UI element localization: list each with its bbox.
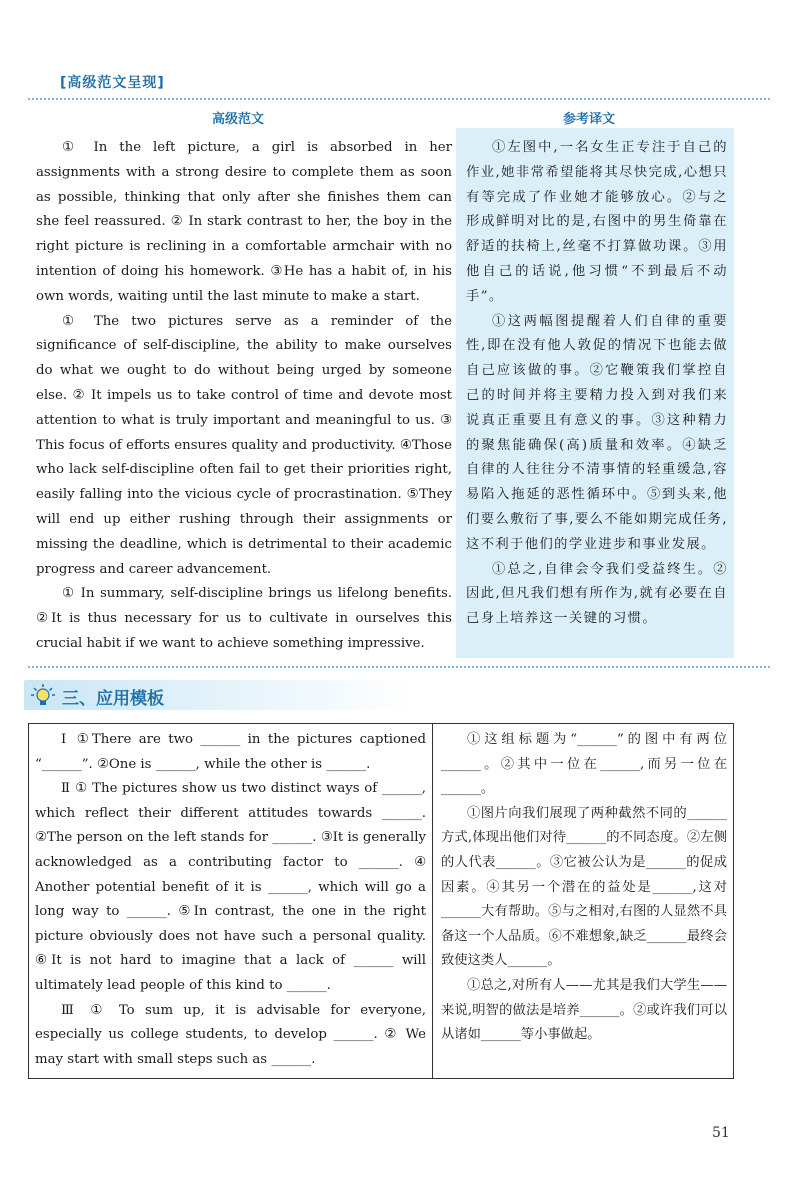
model-essay (36, 136, 452, 657)
translation-heading: 参考译文 (563, 112, 616, 127)
lightbulb-icon (30, 683, 56, 707)
essay-heading: 高级范文 (212, 112, 265, 127)
divider-top (28, 98, 770, 100)
translation-paragraph-2: ①这两幅图提醒着人们自律的重要性,即在没有他人敦促的情况下也能去做自己应该做的事。②它鞭策我们掌控自己的时间并将主要精力投入到对我们来说真正重要且有意义的事。③这种精力的聚焦能确保(高)质量和效率。④缺乏自律的人往往分不清事情的轻重缓急,容易陷入拖延的恶性循环中。⑤到头来,他们要么敷衍了事,要么不能如期完成任务,这不利于他们的学业进步和事业发展。 (466, 313, 728, 552)
template-zh-part-1: ①这组标题为“______”的图中有两位______。②其中一位在______,而另一位在______。 (441, 732, 727, 797)
section-3-title: 三、应用模板 (62, 689, 164, 709)
divider-bottom (28, 666, 770, 668)
template-en-part-1: Ⅰ ①There are two ______ in the pictures captioned “______”. ②One is ______, while the other is ______. (35, 732, 426, 772)
essay-paragraph-3: ① In summary, self-discipline brings us lifelong benefits. ②It is thus necessary for us to cultivate in ourselves this crucial habit if we want to achieve something impressive. (36, 586, 452, 651)
template-en-part-3: Ⅲ ① To sum up, it is advisable for everyone, especially us college students, to develop ______. ② We may start with small steps such as ______. (35, 1002, 426, 1067)
page-number: 51 (712, 1125, 730, 1141)
translation (466, 136, 728, 632)
section-tag: [高级范文呈现] (60, 75, 165, 91)
template-zh-part-2: ①图片向我们展现了两种截然不同的______方式,体现出他们对待______的不同态度。②左侧的人代表______。③它被公认为是______的促成因素。④其另一个潜在的益处是______,这对______大有帮助。⑤与之相对,右图的人显然不具备这一个人品质。⑥不难想象,缺乏______最终会致使这类人______。 (441, 805, 727, 969)
essay-paragraph-2: ① The two pictures serve as a reminder of the significance of self-discipline, the ability to make ourselves do what we ought to do without being urged by someone else. ② It impels us to take control of time and devote most attention to what is truly important and meaningful to us. ③ This focus of efforts ensures quality and productivity. ④Those who lack self-discipline often fail to get their priorities right, easily falling into the vicious cycle of procrastination. ⑤They will end up either rushing through their assignments or missing the deadline, which is detrimental to their academic progress and career advancement. (36, 313, 452, 577)
translation-paragraph-1: ①左图中,一名女生正专注于自己的作业,她非常希望能将其尽快完成,心想只有等完成了作业她才能够放心。②与之形成鲜明对比的是,右图中的男生倚靠在舒适的扶椅上,丝毫不打算做功课。③用他自己的话说,他习惯“不到最后不动手”。 (466, 140, 728, 304)
template-zh-part-3: ①总之,对所有人——尤其是我们大学生——来说,明智的做法是培养______。②或许我们可以从诸如______等小事做起。 (441, 977, 727, 1043)
translation-paragraph-3: ①总之,自律会令我们受益终生。②因此,但凡我们想有所作为,就有必要在自己身上培养这一关键的习惯。 (466, 561, 728, 627)
template-english-column (29, 724, 433, 1078)
template-chinese-column (433, 724, 733, 1078)
section-3-banner (24, 680, 414, 710)
template-en-part-2: Ⅱ ① The pictures show us two distinct ways of ______, which reflect their different attitudes towards ______. ②The person on the left stands for ______. ③It is generally acknowledged as a contributing factor to ______. ④ Another potential benefit of it is ______, which will go a long way to ______. ⑤In contrast, the one in the right picture obviously does not have such a personal quality. ⑥It is not hard to imagine that a lack of ______ will ultimately lead people of this kind to ______. (35, 781, 426, 993)
template-table (28, 723, 734, 1079)
essay-paragraph-1: ① In the left picture, a girl is absorbed in her assignments with a strong desire to complete them as soon as possible, thinking that only after she finishes them can she feel reassured. ② In stark contrast to her, the boy in the right picture is reclining in a comfortable armchair with no intention of doing his homework. ③He has a habit of, in his own words, waiting until the last minute to make a start. (36, 140, 452, 304)
